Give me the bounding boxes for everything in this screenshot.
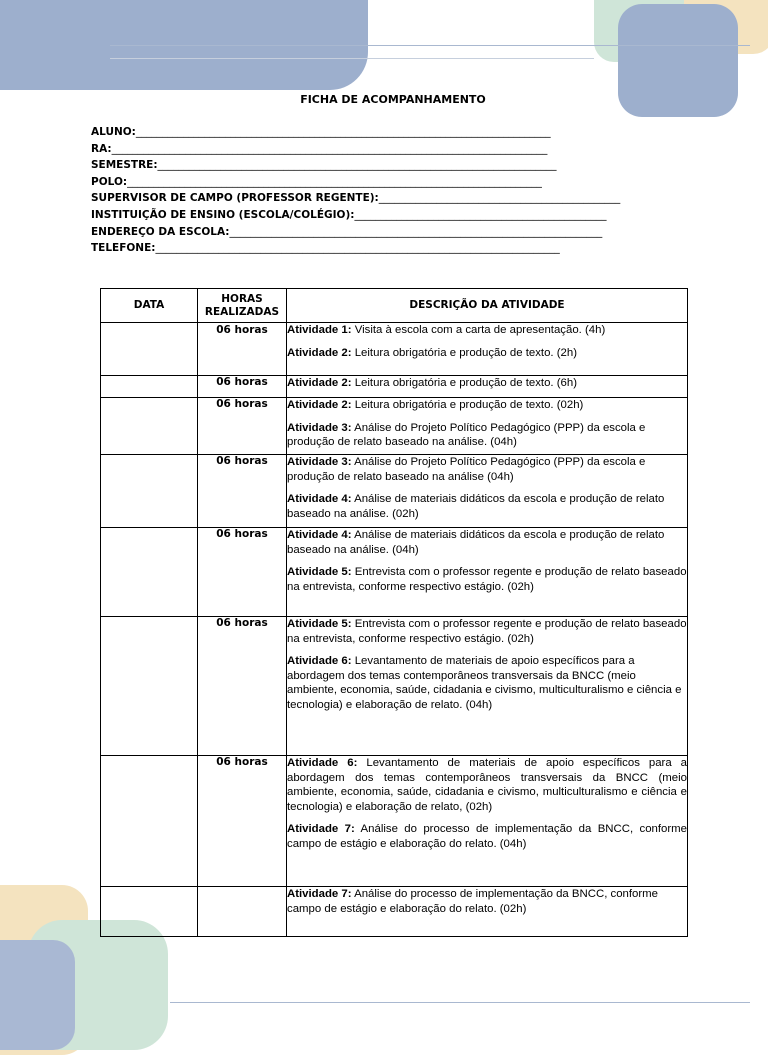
field-label: ENDEREÇO DA ESCOLA:	[91, 225, 230, 238]
hours-cell: 06 horas	[198, 376, 287, 398]
activity-label: Atividade 6:	[287, 757, 358, 769]
field-label: SEMESTRE:	[91, 159, 158, 172]
description-cell	[287, 756, 688, 887]
field-blank: _______________________________________________________________________________	[127, 175, 542, 188]
date-cell[interactable]	[101, 528, 198, 617]
field-aluno[interactable]	[91, 124, 695, 141]
hours-cell: 06 horas	[198, 455, 287, 528]
field-label: SUPERVISOR DE CAMPO (PROFESSOR REGENTE):	[91, 192, 379, 205]
header-description: DESCRIÇÃO DA ATIVIDADE	[287, 289, 688, 323]
activity-label: Atividade 4:	[287, 493, 352, 506]
activity-text: Levantamento de materiais de apoio específicos para a abordagem dos temas contemporâneos transversais da BNCC (meio ambiente, economia, saúde, cidadania e civismo, multiculturalismo e ciência e tecnologia) e elaboração de relato. (04h)	[287, 655, 682, 711]
date-cell[interactable]	[101, 398, 198, 455]
activity-entry	[287, 455, 687, 484]
activity-text: Visita à escola com a carta de apresentação. (4h)	[351, 324, 606, 336]
activity-text: Análise do Projeto Político Pedagógico (PPP) da escola e produção de relato baseado na análise. (04h)	[287, 421, 646, 449]
hours-cell: 06 horas	[198, 756, 287, 887]
activity-text: Análise de materiais didáticos da escola e produção de relato baseado na análise. (04h)	[287, 529, 665, 556]
activity-label: Atividade 3:	[287, 456, 352, 468]
hours-cell: 06 horas	[198, 528, 287, 617]
hours-cell: 06 horas	[198, 323, 287, 376]
field-blank: ___________________________________________________________________________________	[111, 142, 548, 155]
activity-text: Leitura obrigatória e produção de texto. (2h)	[351, 346, 577, 359]
decorative-line-bottom	[170, 1002, 750, 1003]
activity-text: Levantamento de materiais de apoio específicos para a abordagem dos temas contemporâneos transversais da BNCC (meio ambiente, economia, saúde, cidadania e civismo, multiculturalismo e ciência e tecnologia) e elaboração de relato, (02h)	[287, 757, 688, 813]
activity-label: Atividade 2:	[287, 346, 352, 359]
activity-entry	[287, 492, 687, 521]
field-label: INSTITUIÇÃO DE ENSINO (ESCOLA/COLÉGIO):	[91, 208, 355, 221]
activity-label: Atividade 3:	[287, 421, 352, 434]
description-cell	[287, 617, 688, 756]
hours-cell: 06 horas	[198, 398, 287, 455]
field-blank: _______________________________________________________________________________	[135, 126, 551, 138]
field-blank: ________________________________________________	[354, 208, 607, 221]
field-polo[interactable]	[91, 174, 695, 191]
field-label: TELEFONE:	[91, 242, 156, 255]
table-row	[101, 617, 688, 756]
decorative-line-top-secondary	[110, 58, 594, 59]
activity-entry	[287, 756, 687, 814]
form-fields	[91, 124, 695, 257]
activity-text: Análise de materiais didáticos da escola e produção de relato baseado na análise. (02h)	[287, 493, 665, 520]
description-cell	[287, 528, 688, 617]
date-cell[interactable]	[101, 887, 198, 937]
activity-entry	[287, 398, 687, 413]
activity-entry	[287, 421, 687, 450]
field-telefone[interactable]	[91, 240, 695, 257]
activity-entry	[287, 617, 687, 646]
activity-text: Análise do processo de implementação da BNCC, conforme campo de estágio e elaboração do relato. (02h)	[287, 888, 659, 915]
activity-entry	[287, 822, 687, 851]
hours-cell	[198, 887, 287, 937]
field-endereco[interactable]	[91, 224, 695, 241]
activity-entry	[287, 565, 687, 594]
description-cell	[287, 455, 688, 528]
activity-text: Análise do Projeto Político Pedagógico (PPP) da escola e produção de relato baseado na análise (04h)	[287, 456, 646, 483]
page-title: FICHA DE ACOMPANHAMENTO	[300, 93, 486, 106]
activity-entry	[287, 346, 687, 361]
activity-entry	[287, 887, 687, 916]
table-row	[101, 756, 688, 887]
activity-entry	[287, 528, 687, 557]
description-cell	[287, 887, 688, 937]
header-hours: HORAS REALIZADAS	[198, 289, 287, 323]
activity-text: Entrevista com o professor regente e produção de relato baseado na entrevista, conforme respectivo estágio. (02h)	[287, 618, 687, 645]
field-semestre[interactable]	[91, 157, 695, 174]
hours-cell: 06 horas	[198, 617, 287, 756]
table-row	[101, 455, 688, 528]
date-cell[interactable]	[101, 376, 198, 398]
activity-entry	[287, 376, 687, 391]
table-row	[101, 398, 688, 455]
activity-label: Atividade 5:	[287, 566, 352, 579]
table-header-row	[101, 289, 688, 323]
description-cell	[287, 376, 688, 398]
field-blank: _____________________________________________________________________________	[155, 242, 560, 255]
activity-entry	[287, 654, 687, 712]
activity-text: Análise do processo de implementação da BNCC, conforme campo de estágio e elaboração do relato. (04h)	[287, 823, 688, 850]
activity-label: Atividade 2:	[287, 399, 352, 411]
table-row	[101, 887, 688, 937]
activity-text: Leitura obrigatória e produção de texto. (6h)	[351, 377, 577, 389]
field-label: POLO:	[91, 175, 128, 188]
activity-text: Leitura obrigatória e produção de texto. (02h)	[351, 399, 584, 411]
field-label: RA:	[91, 142, 112, 155]
field-supervisor[interactable]	[91, 190, 695, 207]
field-blank: _______________________________________________________________________	[229, 225, 603, 238]
activity-label: Atividade 7:	[287, 888, 352, 900]
description-cell	[287, 323, 688, 376]
date-cell[interactable]	[101, 617, 198, 756]
field-ra[interactable]	[91, 141, 695, 158]
table-row	[101, 323, 688, 376]
activity-label: Atividade 1:	[287, 324, 352, 336]
activity-label: Atividade 2:	[287, 377, 352, 389]
table-row	[101, 376, 688, 398]
field-instituicao[interactable]	[91, 207, 695, 224]
decorative-shape-blue-bottom-left	[0, 940, 75, 1050]
table-row	[101, 528, 688, 617]
field-label: ALUNO:	[91, 126, 136, 138]
date-cell[interactable]	[101, 323, 198, 376]
activity-label: Atividade 7:	[287, 823, 355, 836]
decorative-line-top	[110, 45, 750, 46]
activity-label: Atividade 6:	[287, 655, 352, 668]
field-blank: ______________________________________________	[378, 192, 621, 205]
activity-text: Entrevista com o professor regente e produção de relato baseado na entrevista, conforme respectivo estágio. (02h)	[287, 566, 687, 593]
activity-label: Atividade 5:	[287, 618, 352, 630]
activity-table	[100, 288, 688, 937]
date-cell[interactable]	[101, 756, 198, 887]
field-blank: ____________________________________________________________________________	[157, 159, 557, 172]
date-cell[interactable]	[101, 455, 198, 528]
activity-label: Atividade 4:	[287, 529, 352, 541]
description-cell	[287, 398, 688, 455]
header-date: DATA	[101, 289, 198, 323]
activity-entry	[287, 323, 687, 338]
